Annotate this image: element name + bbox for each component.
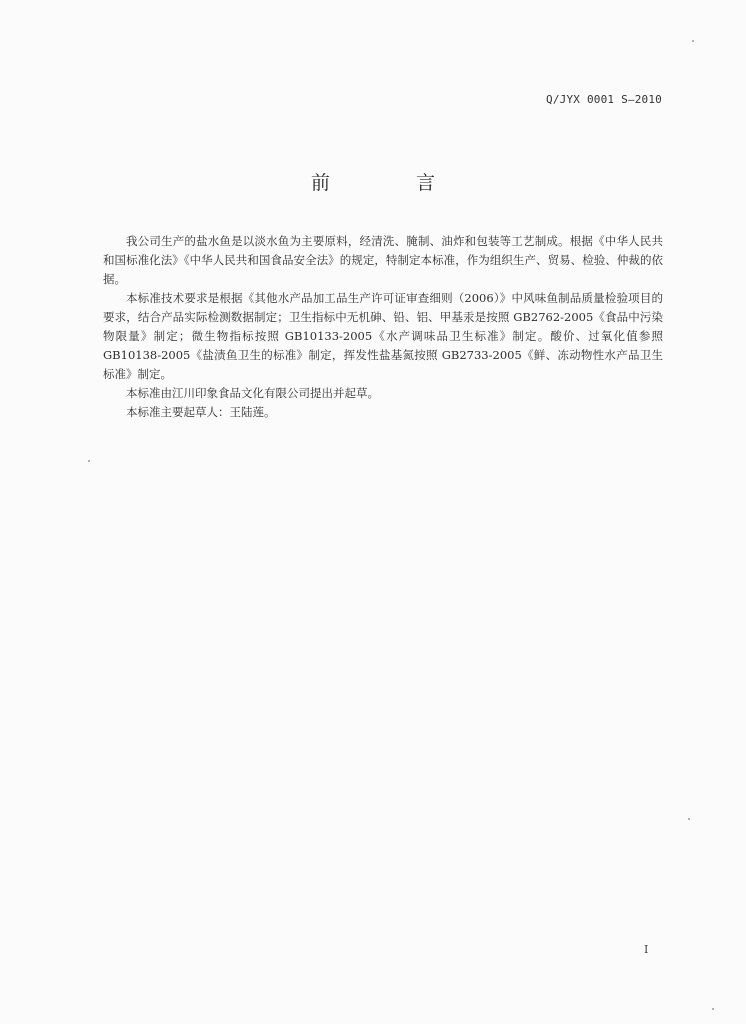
page-number: I	[644, 943, 649, 956]
scan-speck	[712, 1008, 714, 1010]
page-title: 前 言	[310, 172, 476, 194]
scan-speck	[688, 818, 690, 820]
scan-speck	[88, 460, 90, 462]
body-text	[103, 232, 663, 422]
paragraph-proposer: 本标准由江川印象食品文化有限公司提出并起草。	[126, 386, 379, 400]
paragraph-technical-requirements: 本标准技术要求是根据《其他水产品加工品生产许可证审查细则（2006）》中风味鱼制品质量检验项目的要求，结合产品实际检测数据制定；卫生指标中无机砷、铅、铝、甲基汞是按照 GB2762-2005《食品中污染物限量》制定；微生物指标按照 GB10133-2005《水产调味品卫生标准》制定。酸价、过氧化值参照 GB10138-2005《盐渍鱼卫生的标准》制定，挥发性盐基氮按照 GB2733-2005《鲜、冻动物性水产品卫生标准》制定。	[103, 291, 663, 381]
paragraph-intro: 我公司生产的盐水鱼是以淡水鱼为主要原料，经清洗、腌制、油炸和包装等工艺制成。根据《中华人民共和国标准化法》《中华人民共和国食品安全法》的规定，特制定本标准，作为组织生产、贸易、检验、仲裁的依据。	[103, 234, 663, 286]
standard-code: Q/JYX 0001 S—2010	[546, 93, 662, 106]
scan-speck	[692, 40, 694, 42]
paragraph-drafter: 本标准主要起草人：王陆莲。	[126, 405, 276, 419]
